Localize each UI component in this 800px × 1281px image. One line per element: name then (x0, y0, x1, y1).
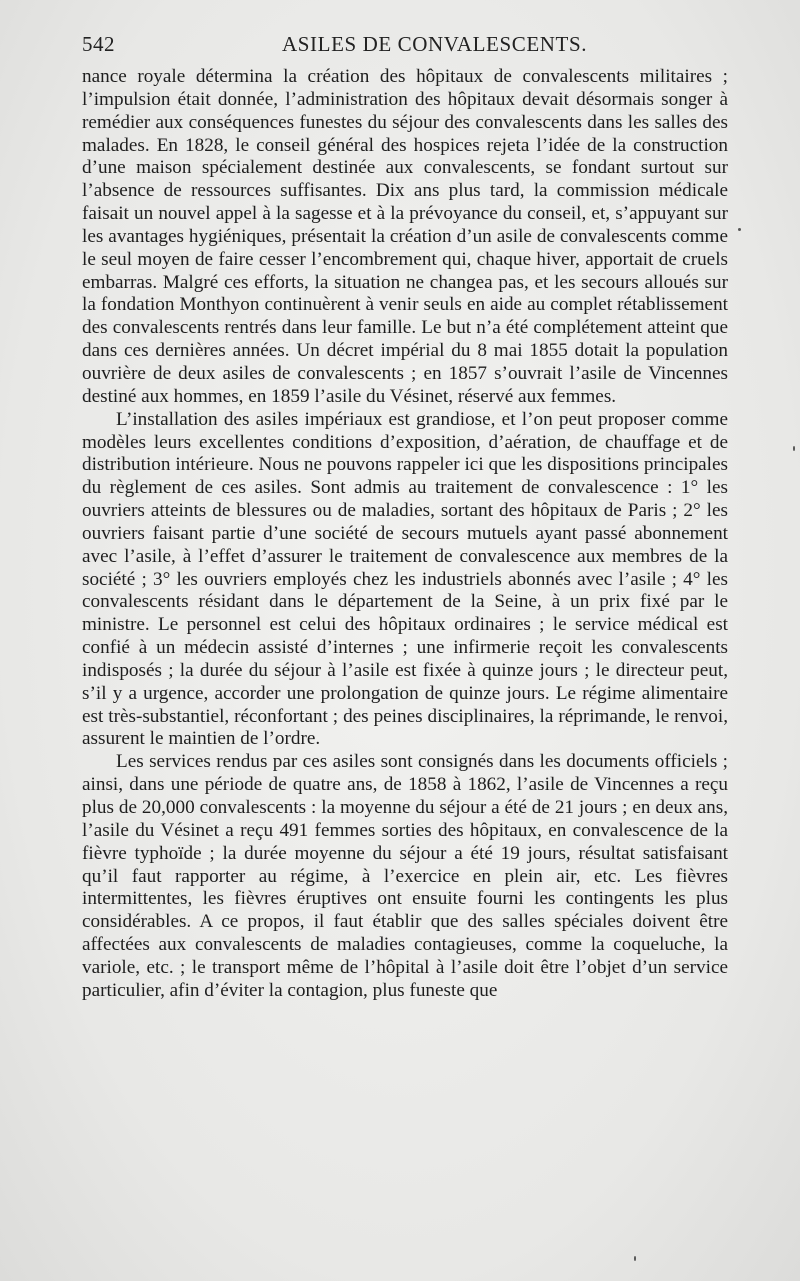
body-text (82, 66, 728, 1003)
ink-speck (793, 446, 795, 451)
paragraph-3: Les services rendus par ces asiles sont consignés dans les documents officiels ; ainsi, dans une période de quatre ans, de 1858 à 1862, l’asile de Vincennes a reçu plus de 20,000 convalescents : la moyenne du séjour a été de 21 jours ; en deux ans, l’asile du Vésinet a reçu 491 femmes sorties des hôpitaux, en convalescence de la fièvre typhoïde ; la durée moyenne du séjour a été 19 jours, résultat satisfaisant qu’il faut rapporter au régime, à l’exercice en plein air, etc. Les fièvres intermittentes, les fièvres éruptives ont ensuite fourni les contingents les plus considérables. A ce propos, il faut établir que des salles spéciales doivent être affectées aux convalescents de maladies contagieuses, comme la coqueluche, la variole, etc. ; le transport même de l’hôpital à l’asile doit être l’objet d’un service particulier, afin d’éviter la contagion, plus funeste que (82, 751, 728, 1001)
ink-speck (634, 1256, 636, 1261)
paragraph-1: nance royale détermina la création des hôpitaux de convalescents militaires ; l’impulsion était donnée, l’administration des hôpitaux devait désormais songer à remédier aux conséquences funestes du séjour des convalescents dans les salles des malades. En 1828, le conseil général des hospices rejeta l’idée de la construction d’une maison spécialement destinée aux convalescents, se fondant surtout sur l’absence de ressources suffisantes. Dix ans plus tard, la commission médicale faisait un nouvel appel à la sagesse et à la prévoyance du conseil, et, s’appuyant sur les avantages hygiéniques, présentait la création d’un asile de convalescents comme le seul moyen de faire cesser l’encombrement qui, chaque hiver, apportait de cruels embarras. Malgré ces efforts, la situation ne changea pas, et les secours alloués sur la fondation Monthyon continuèrent à venir seuls en aide au complet rétablissement des convalescents rentrés dans leur famille. Le but n’a été complétement atteint que dans ces dernières années. Un décret impérial du 8 mai 1855 dotait la population ouvrière de deux asiles de convalescents ; en 1857 s’ouvrait l’asile de Vincennes destiné aux hommes, en 1859 l’asile du Vésinet, réservé aux femmes. (82, 66, 728, 407)
running-title: ASILES DE CONVALESCENTS. (282, 32, 588, 56)
paragraph-2: L’installation des asiles impériaux est grandiose, et l’on peut proposer comme modèles leurs excellentes conditions d’exposition, d’aération, de chauffage et de distribution intérieure. Nous ne pouvons rappeler ici que les dispositions principales du règlement de ces asiles. Sont admis au traitement de convalescence : 1° les ouvriers atteints de blessures ou de maladies, sortant des hôpitaux de Paris ; 2° les ouvriers faisant partie d’une société de secours mutuels ayant passé abonnement avec l’asile, à l’effet d’assurer le traitement de convalescence aux membres de la société ; 3° les ouvriers employés chez les industriels abonnés avec l’asile ; 4° les convalescents résidant dans le département de la Seine, à un prix fixé par le ministre. Le personnel est celui des hôpitaux ordinaires ; le service médical est confié à un médecin assisté d’internes ; une infirmerie reçoit les convalescents indisposés ; la durée du séjour à l’asile est fixée à quinze jours ; le directeur peut, s’il y a urgence, accorder une prolongation de quinze jours. Le régime alimentaire est très-substantiel, réconfortant ; des peines disciplinaires, la réprimande, le renvoi, assurent le maintien de l’ordre. (82, 408, 728, 750)
ink-speck (738, 228, 741, 231)
page-number: 542 (82, 32, 115, 56)
running-head (82, 32, 728, 58)
